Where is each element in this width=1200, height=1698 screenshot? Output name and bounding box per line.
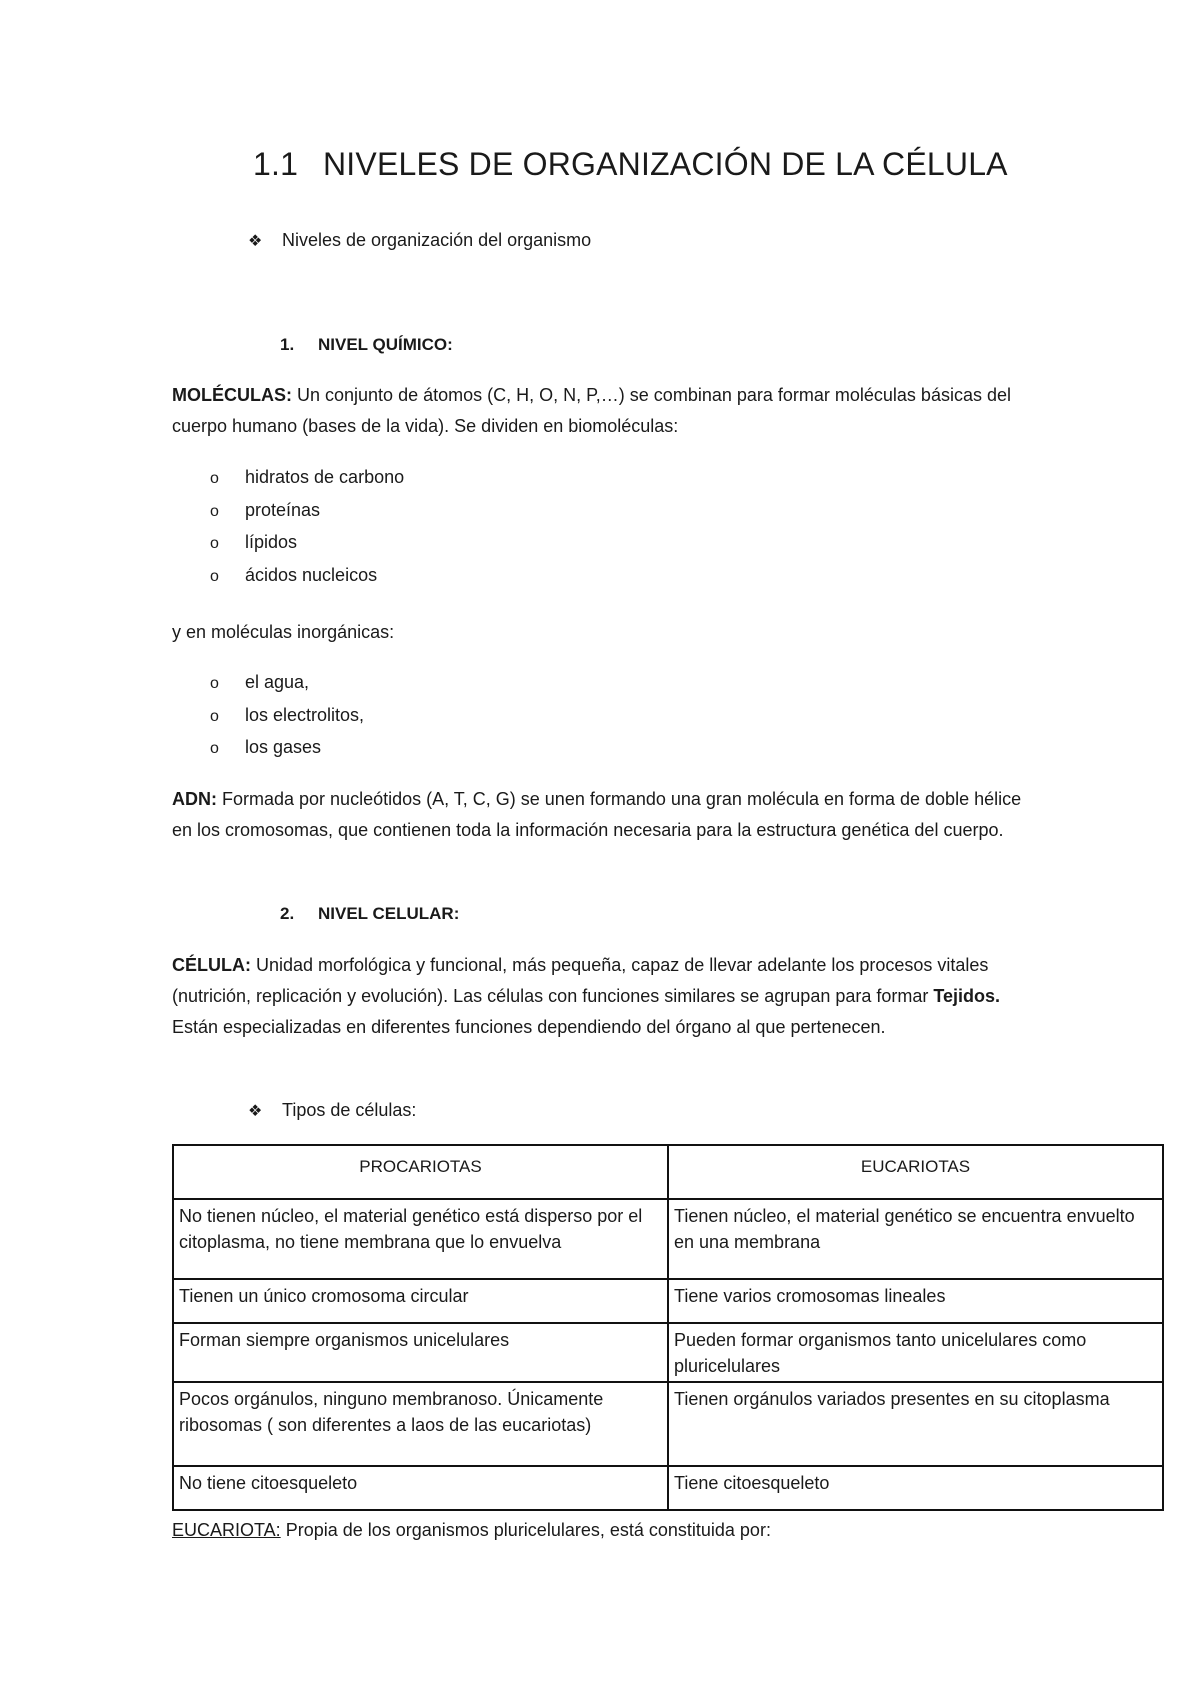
page-title [253,146,1008,183]
table-cell: Pocos orgánulos, ninguno membranoso. Únicamente ribosomas ( son diferentes a laos de las eucariotas) [173,1382,668,1466]
table-row [173,1382,1163,1466]
table-cell: Tiene varios cromosomas lineales [668,1279,1163,1323]
bullet-tipos [248,1100,416,1121]
celula-bold-word: Tejidos. [933,986,1001,1006]
inorganicas-list [210,666,364,764]
eucariota-line [172,1520,771,1541]
header-eucariotas: EUCARIOTAS [668,1145,1163,1199]
circle-bullet-icon: o [210,567,219,585]
bullet-niveles [248,230,591,251]
table-cell: Tienen orgánulos variados presentes en su citoplasma [668,1382,1163,1466]
list-item: o ácidos nucleicos [210,559,404,592]
title-number: 1.1 [253,146,299,182]
diamond-bullet-icon: ❖ [248,233,263,250]
diamond-bullet-icon: ❖ [248,1103,263,1120]
circle-bullet-icon: o [210,470,219,487]
list-item: o los gases [210,731,364,764]
list-item: o hidratos de carbono [210,461,404,494]
title-text: NIVELES DE ORGANIZACIÓN DE LA CÉLULA [323,146,1008,182]
table-row [173,1199,1163,1279]
table-cell: Pueden formar organismos tanto unicelulares como pluricelulares [668,1323,1163,1382]
table-header-row [173,1145,1163,1199]
biomoleculas-list [210,461,404,591]
table-row [173,1466,1163,1510]
celula-text-after: Están especializadas en diferentes funciones dependiendo del órgano al que pertenecen. [172,1017,886,1037]
moleculas-paragraph [172,380,1032,442]
table-cell: Forman siempre organismos unicelulares [173,1323,668,1382]
table-cell: No tiene citoesqueleto [173,1466,668,1510]
list-item: o los electrolitos, [210,699,364,732]
section-nivel-quimico [280,335,453,355]
list-item: o proteínas [210,494,404,527]
section-heading: NIVEL CELULAR: [318,904,460,923]
circle-bullet-icon: o [210,740,219,757]
section-number: 1. [280,335,295,354]
table-row [173,1323,1163,1382]
table-cell: No tienen núcleo, el material genético está disperso por el citoplasma, no tiene membrana que lo envuelva [173,1199,668,1279]
section-heading: NIVEL QUÍMICO: [318,335,453,354]
celula-paragraph [172,950,1032,1043]
celula-text-before: Unidad morfológica y funcional, más pequeña, capaz de llevar adelante los procesos vitales (nutrición, replicación y evolución). Las células con funciones similares se agrupan para formar [172,955,989,1006]
circle-bullet-icon: o [210,707,219,725]
inorganicas-intro: y en moléculas inorgánicas: [172,622,395,642]
adn-text: Formada por nucleótidos (A, T, C, G) se unen formando una gran molécula en forma de doble hélice en los cromosomas, que contienen toda la información necesaria para la estructura genética del cuerpo. [172,789,1022,840]
circle-bullet-icon: o [210,675,219,692]
section-number: 2. [280,904,295,923]
list-item: o lípidos [210,526,404,559]
table-cell: Tiene citoesqueleto [668,1466,1163,1510]
cell-types-table [172,1144,1164,1511]
adn-label: ADN: [172,789,217,809]
header-procariotas: PROCARIOTAS [173,1145,668,1199]
table-row [173,1279,1163,1323]
table-cell: Tienen núcleo, el material genético se encuentra envuelto en una membrana [668,1199,1163,1279]
celula-label: CÉLULA: [172,955,251,975]
section-nivel-celular [280,904,459,924]
adn-paragraph [172,784,1032,846]
eucariota-label: EUCARIOTA: [172,1520,281,1540]
list-item: o el agua, [210,666,364,699]
table-cell: Tienen un único cromosoma circular [173,1279,668,1323]
bullet-niveles-text: Niveles de organización del organismo [282,230,592,250]
moleculas-label: MOLÉCULAS: [172,385,292,405]
bullet-tipos-text: Tipos de células: [282,1100,417,1120]
eucariota-text: Propia de los organismos pluricelulares, está constituida por: [280,1520,771,1540]
moleculas-text: Un conjunto de átomos (C, H, O, N, P,…) se combinan para formar moléculas básicas del cuerpo humano (bases de la vida). Se dividen en biomoléculas: [172,385,1011,436]
circle-bullet-icon: o [210,535,219,552]
circle-bullet-icon: o [210,502,219,520]
